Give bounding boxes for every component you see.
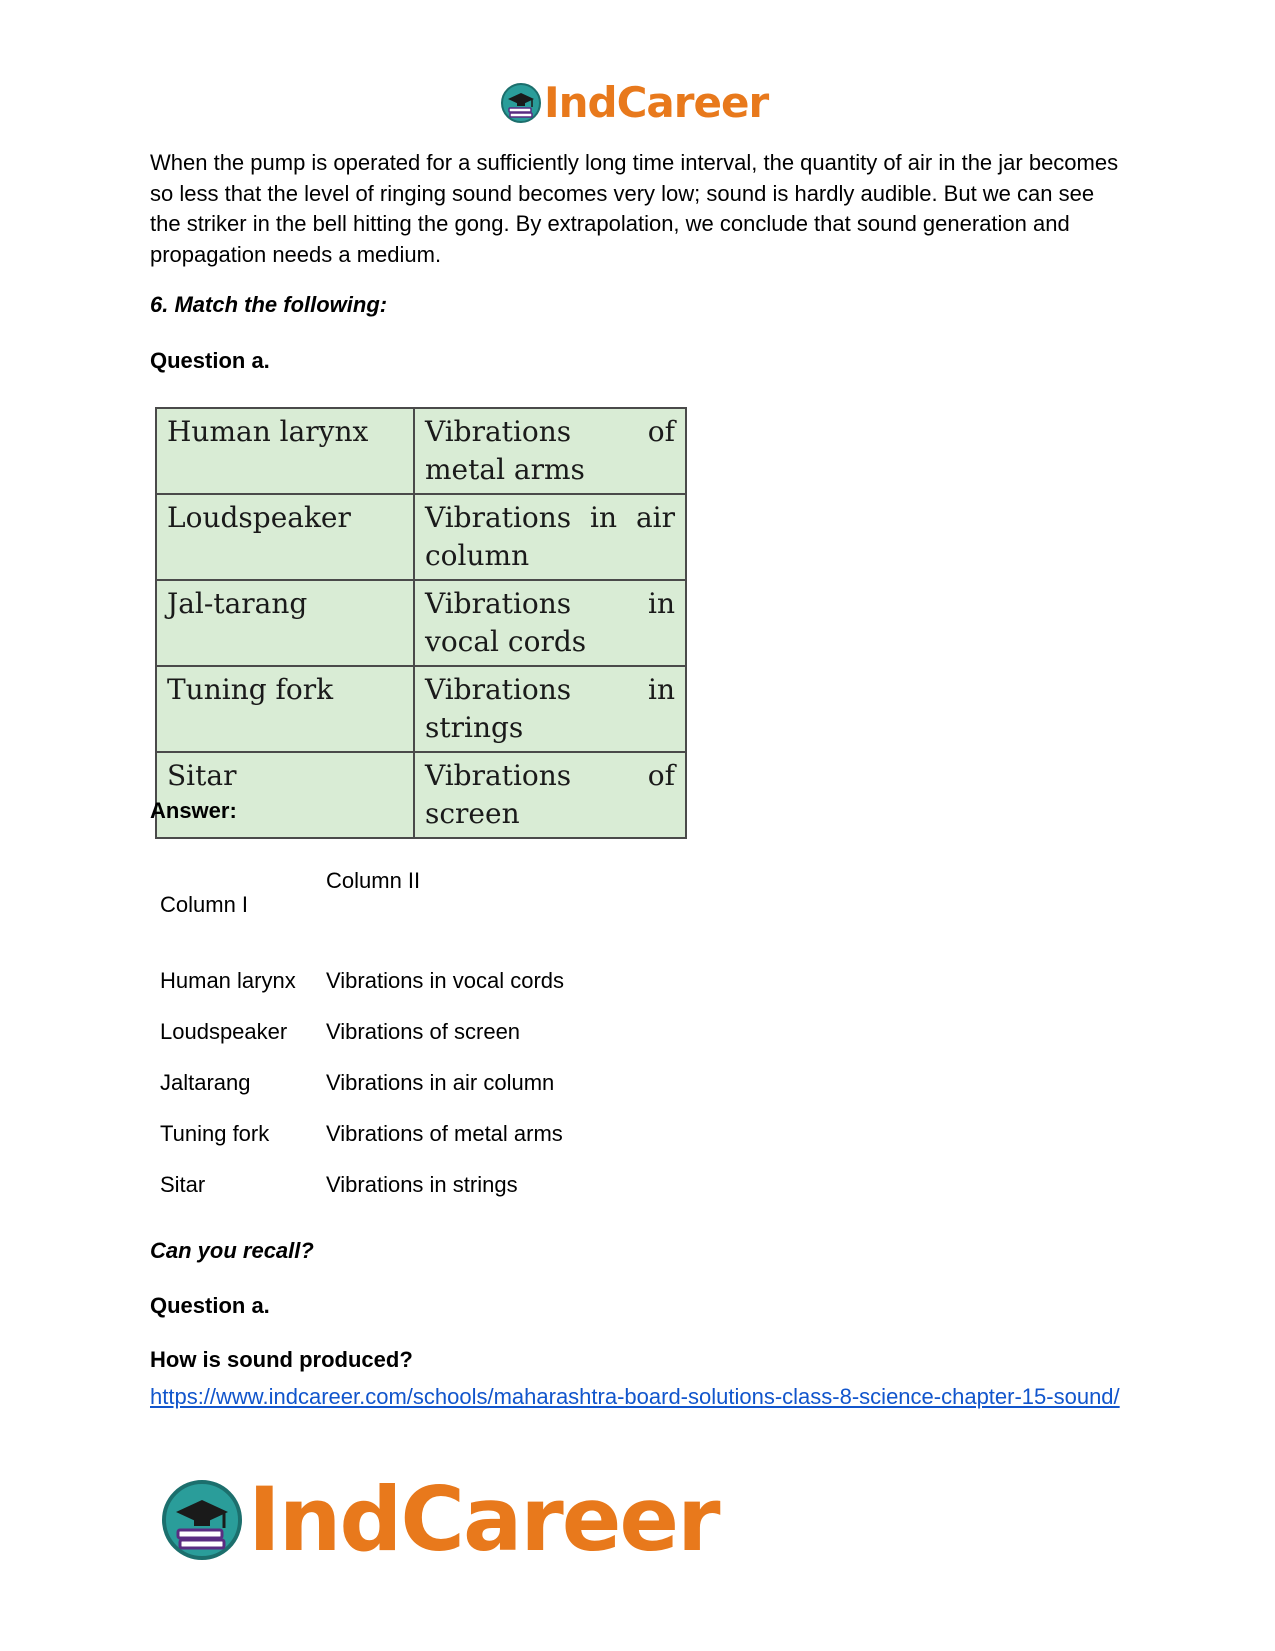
match-left-cell: Sitar <box>156 752 414 838</box>
answer-label: Answer: <box>150 798 237 823</box>
answer-row <box>160 1172 518 1198</box>
match-right-cell: Vibrations in air column <box>414 494 686 580</box>
match-right-cell: Vibrations of metal arms <box>414 408 686 494</box>
graduation-books-icon <box>160 1478 244 1562</box>
answer-row <box>160 968 564 994</box>
answer-col1-cell: Loudspeaker <box>160 1019 288 1044</box>
question-a-label-2: Question a. <box>150 1293 270 1318</box>
recall-title: Can you recall? <box>150 1238 314 1263</box>
question-a-label: Question a. <box>150 348 270 373</box>
table-row <box>156 580 686 666</box>
section-title: 6. Match the following: <box>150 292 388 317</box>
match-left-cell: Loudspeaker <box>156 494 414 580</box>
answer-column-2-header: Column II <box>326 868 421 893</box>
answer-col2-cell: Vibrations in vocal cords <box>326 968 565 993</box>
match-left-cell: Jal-tarang <box>156 580 414 666</box>
logo-wordmark: IndCareer <box>248 1468 719 1571</box>
answer-col1-cell: Tuning fork <box>160 1121 270 1146</box>
answer-column-1-header: Column I <box>160 892 249 917</box>
match-right-cell: Vibrations in strings <box>414 666 686 752</box>
match-right-cell: Vibrations in vocal cords <box>414 580 686 666</box>
answer-col1-cell: Jaltarang <box>160 1070 251 1095</box>
answer-col2-cell: Vibrations of metal arms <box>326 1121 563 1146</box>
match-right-cell: Vibrations of screen <box>414 752 686 838</box>
indcareer-logo-bottom <box>160 1468 719 1571</box>
match-left-cell: Human larynx <box>156 408 414 494</box>
graduation-books-icon <box>500 82 542 124</box>
answer-col2-cell: Vibrations in air column <box>326 1070 555 1095</box>
answer-col2-cell: Vibrations of screen <box>326 1019 521 1044</box>
table-row <box>156 494 686 580</box>
body-paragraph: When the pump is operated for a sufficiently long time interval, the quantity of air in the jar becomes so less that the level of ringing sound becomes very low; sound is hardly audible. But we can see the striker in the bell hitting the gong. By extrapolation, we conclude that sound generation and propagation needs a medium. <box>150 150 1119 267</box>
table-row <box>156 408 686 494</box>
match-left-cell: Tuning fork <box>156 666 414 752</box>
match-table-image <box>155 407 687 839</box>
table-row <box>156 666 686 752</box>
table-row <box>156 752 686 838</box>
indcareer-logo-top <box>500 78 768 127</box>
answer-col1-cell: Sitar <box>160 1172 206 1197</box>
source-link[interactable]: https://www.indcareer.com/schools/maharashtra-board-solutions-class-8-science-chapter-15-sound/ <box>150 1384 1120 1409</box>
logo-wordmark: IndCareer <box>544 78 769 127</box>
answer-col1-cell: Human larynx <box>160 968 296 993</box>
answer-col2-cell: Vibrations in strings <box>326 1172 518 1197</box>
answer-row <box>160 1121 563 1147</box>
answer-row <box>160 1019 520 1045</box>
question-text: How is sound produced? <box>150 1347 413 1372</box>
answer-row <box>160 1070 554 1096</box>
